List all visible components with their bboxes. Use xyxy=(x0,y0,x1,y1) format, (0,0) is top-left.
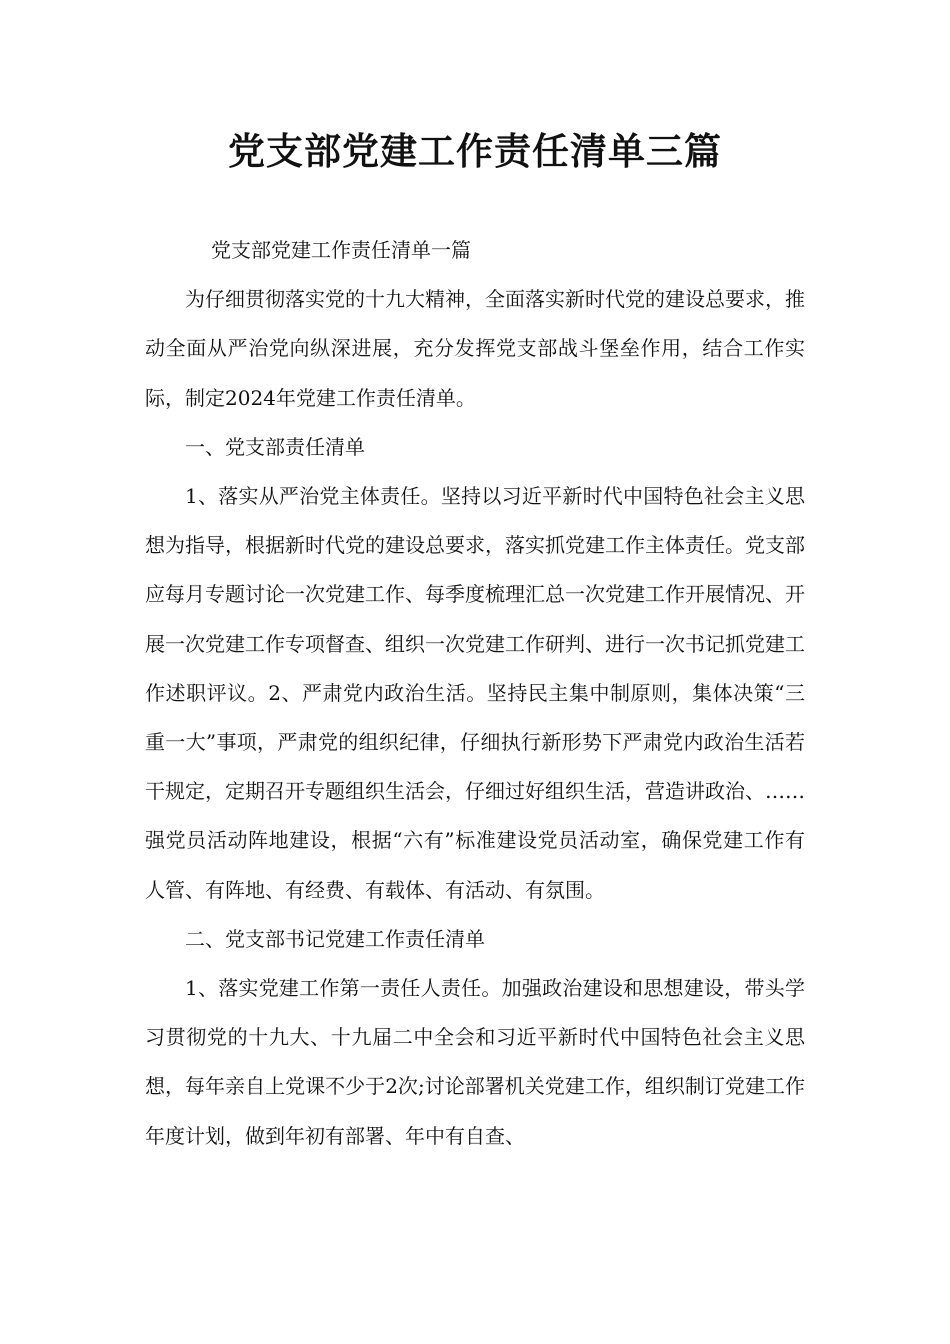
section-heading-1: 一、党支部责任清单 xyxy=(185,434,365,459)
document-body xyxy=(145,226,805,1161)
section-1-paragraph: 1、落实从严治党主体责任。坚持以习近平新时代中国特色社会主义思想为指导，根据新时代党的建设总要求，落实抓党建工作主体责任。党支部应每月专题讨论一次党建工作、每季度梳理汇总一次党建工作开展情况、开展一次党建工作专项督查、组织一次党建工作研判、进行一次书记抓党建工作述职评议。2、严肃党内政治生活。坚持民主集中制原则，集体决策“三重一大”事项，严肃党的组织纪律，仔细执行新形势下严肃党内政治生活若干规定，定期召开专题组织生活会，仔细过好组织生活，营造讲政治、……强党员活动阵地建设，根据“六有”标准建设党员活动室，确保党建工作有人管、有阵地、有经费、有载体、有活动、有氛围。 xyxy=(145,484,805,902)
document-title: 党支部党建工作责任清单三篇 xyxy=(228,130,722,173)
section-heading-2: 二、党支部书记党建工作责任清单 xyxy=(185,926,485,951)
section-2-paragraph: 1、落实党建工作第一责任人责任。加强政治建设和思想建设，带头学习贯彻党的十九大、十九届二中全会和习近平新时代中国特色社会主义思想，每年亲自上党课不少于2次;讨论部署机关党建工作，组织制订党建工作年度计划，做到年初有部署、年中有自查、 xyxy=(145,976,805,1148)
intro-paragraph: 为仔细贯彻落实党的十九大精神，全面落实新时代党的建设总要求，推动全面从严治党向纵深进展，充分发挥党支部战斗堡垒作用，结合工作实际，制定2024年党建工作责任清单。 xyxy=(145,287,805,410)
section-subtitle: 党支部党建工作责任清单一篇 xyxy=(211,238,471,262)
